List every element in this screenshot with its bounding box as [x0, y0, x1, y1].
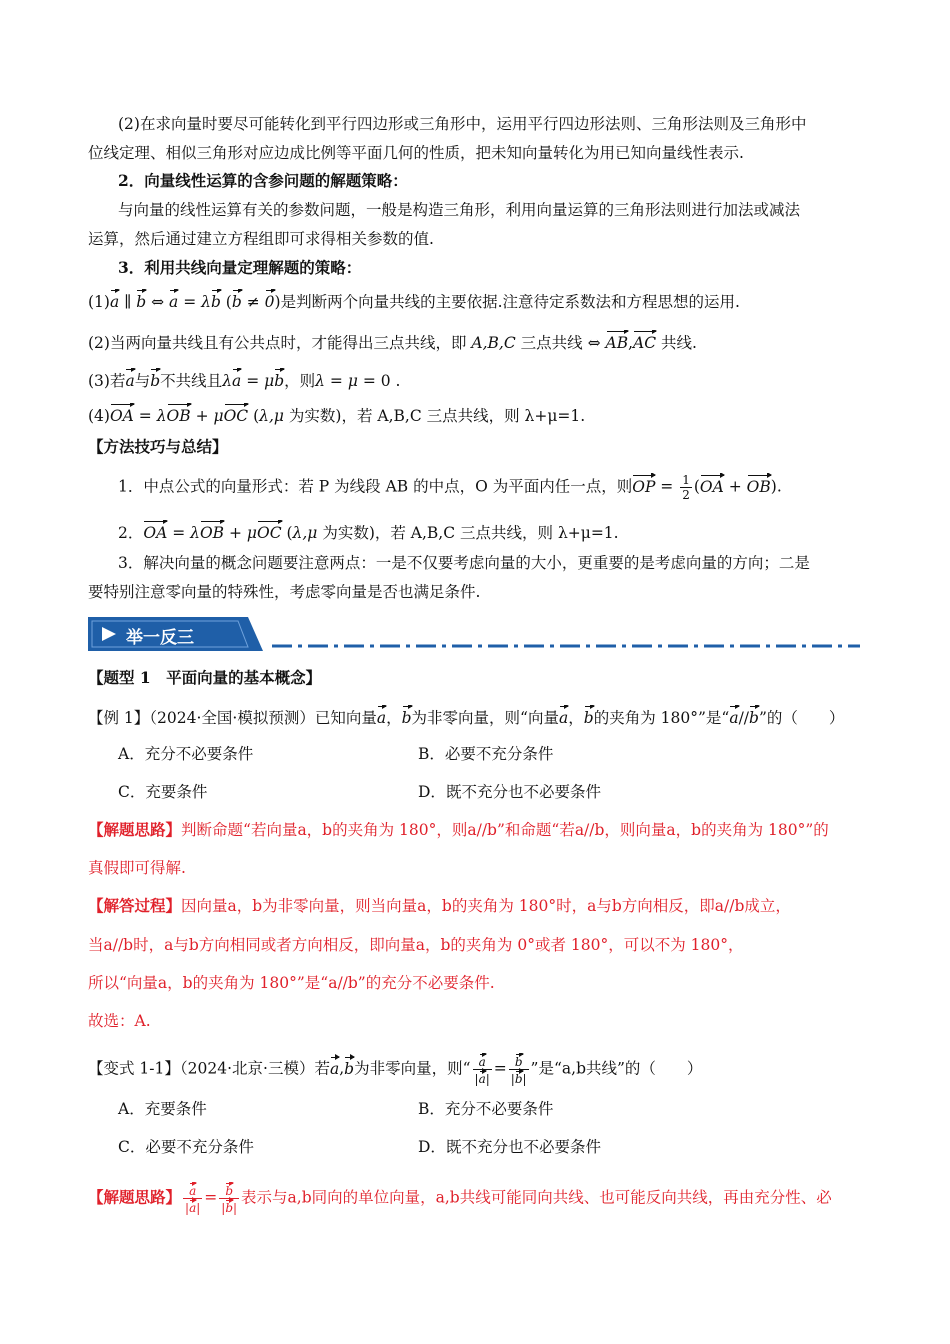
example1-tail1: 的夹角为 180°”是“ [593, 709, 730, 727]
strategy3-item2-text-c: 共线. [661, 334, 697, 352]
example1-tail2: ”的（ ） [758, 709, 845, 727]
variant1-option-d[interactable]: D．既不充分也不必要条件 [418, 1138, 601, 1156]
strategy3-item1-text: 是判断两个向量共线的主要依据.注意待定系数法和方程思想的运用. [280, 293, 740, 311]
fraction-unit-a: $\frac{a}{|a|}$ [474, 1055, 490, 1086]
topic1-heading: 【题型 1 平面向量的基本概念】 [88, 668, 322, 687]
example1-answer: 故选：A. [88, 1012, 151, 1030]
section-banner [88, 617, 263, 651]
strategy3-item3: (3)若a与b不共线且λa = μb，则λ = μ = 0 . [88, 368, 868, 392]
example1-prefix: 【例 1】（2024·全国·模拟预测）已知向量 [88, 709, 377, 727]
variant1-option-b[interactable]: B．充分不必要条件 [418, 1100, 554, 1118]
strategy2-line2: 运算，然后通过建立方程组即可求得相关参数的值. [88, 230, 434, 248]
variant1-idea: 【解题思路】 $\frac{a}{|a|}$ = $\frac{b}{|b|}$ 表示与a,b同向的单位向量，a,b共线可能同向共线、也可能反向共线，再由充分性、必 [88, 1184, 832, 1215]
variant1-mid: 为非零向量，则“ [354, 1059, 471, 1078]
strategy1-item2-line2: 位线定理、相似三角形对应边成比例等平面几何的性质，把未知向量转化为用已知向量线性表示. [88, 144, 744, 162]
example1-process-line1 [88, 895, 868, 917]
fraction-half: $\frac{1}{2}$ [682, 473, 690, 502]
strategy3-item3-text-c: 不共线且 [160, 372, 223, 390]
example1-option-c[interactable]: C．充要条件 [118, 783, 208, 801]
example1-process-line2: 当a//b时，a与b方向相同或者方向相反，即向量a，b的夹角为 0°或者 180°，可以不为 180°， [88, 936, 744, 954]
strategy3-heading: 3．利用共线向量定理解题的策略： [118, 258, 362, 277]
strategy2-heading: 2．向量线性运算的含参问题的解题策略： [118, 171, 408, 190]
fraction-unit-a-red: $\frac{a}{|a|}$ [185, 1184, 201, 1215]
strategy1-item2-line1: (2)在求向量时要尽可能转化到平行四边形或三角形中，运用平行四边形法则、三角形法则及三角形中 [118, 115, 807, 133]
variant1-idea-text: 表示与a,b同向的单位向量，a,b共线可能同向共线、也可能反向共线，再由充分性、必 [241, 1188, 832, 1207]
example1-idea-line2: 真假即可得解. [88, 859, 186, 877]
strategy3-item2: (2)当两向量共线且有公共点时，才能得出三点共线，即 A,B,C 三点共线 ⇔ AB,AC 共线. [88, 330, 868, 354]
example1-process-label: 【解答过程】 [88, 896, 182, 915]
example1-option-d[interactable]: D．既不充分也不必要条件 [418, 783, 601, 801]
formula-collinear: (1)a ∥ b ⇔ a = λb (b ≠ 0) [88, 293, 281, 311]
example1-process-line3: 所以“向量a，b的夹角为 180°”是“a//b”的充分不必要条件. [88, 974, 495, 992]
strategy3-item2-points: A,B,C [471, 334, 516, 352]
example1-option-b[interactable]: B．必要不充分条件 [418, 745, 554, 763]
methods-item3-line1: 3．解决向量的概念问题要注意两点：一是不仅要考虑向量的大小，更重要的是考虑向量的方向；二是 [118, 554, 810, 572]
example1-mid: 为非零向量，则“向量 [411, 709, 559, 727]
example1-idea-text: 判断命题“若向量a，b的夹角为 180°，则a//b”和命题“若a//b，则向量a，b的夹角为 180°”的 [181, 821, 829, 839]
strategy2-line1: 与向量的线性运算有关的参数问题，一般是构造三角形，利用向量运算的三角形法则进行加法或减法 [118, 201, 801, 219]
strategy3-item1 [88, 289, 868, 313]
strategy3-item3-text-b: 与 [134, 372, 151, 390]
strategy3-item2-text-a: (2)当两向量共线且有公共点时，才能得出三点共线，即 [88, 334, 467, 352]
example1-process-text: 因向量a，b为非零向量，则当向量a，b的夹角为 180°时，a与b方向相反，即a//b成立， [181, 897, 791, 915]
variant1-idea-label: 【解题思路】 [88, 1187, 182, 1207]
example1-question: 【例 1】（2024·全国·模拟预测）已知向量a，b为非零向量，则“向量a，b的夹角为 180°”是“a//b”的（ ） [88, 705, 868, 729]
fraction-unit-b-red: $\frac{b}{|b|}$ [221, 1184, 238, 1215]
methods-heading: 【方法技巧与总结】 [88, 437, 228, 456]
variant1-tail: ”是“a,b共线”的（ ） [530, 1059, 703, 1078]
methods-item1: 1．中点公式的向量形式：若 P 为线段 AB 的中点，O 为平面内任一点，则OP = $\frac{1}{2}$ (OA + OB). [118, 473, 782, 502]
strategy3-item3-text-d: ，则 [284, 372, 316, 390]
variant1-question: 【变式 1-1】（2024·北京·三模）若a,b为非零向量，则“ $\frac{a}{|a|}$ = $\frac{b}{|b|}$ ”是“a,b共线”的（ ） [88, 1055, 703, 1086]
variant1-prefix: 【变式 1-1】（2024·北京·三模）若 [88, 1059, 330, 1078]
example1-idea-label: 【解题思路】 [88, 820, 182, 839]
fraction-unit-b: $\frac{b}{|b|}$ [510, 1055, 527, 1086]
banner-dash-line [272, 644, 860, 648]
variant1-option-a[interactable]: A．充要条件 [118, 1100, 207, 1118]
strategy3-item4-text: 为实数)，若 A,B,C 三点共线，则 λ+μ=1. [288, 407, 586, 425]
strategy3-item3-text-a: (3)若 [88, 372, 126, 390]
variant1-option-c[interactable]: C．必要不充分条件 [118, 1138, 254, 1156]
methods-item3-line2: 要特别注意零向量的特殊性，考虑零向量是否也满足条件. [88, 583, 481, 601]
methods-item1-text: 1．中点公式的向量形式：若 P 为线段 AB 的中点，O 为平面内任一点，则 [118, 477, 633, 496]
example1-option-a[interactable]: A．充分不必要条件 [118, 745, 254, 763]
methods-item2: 2．OA = λOB + μOC (λ,μ 为实数)，若 A,B,C 三点共线，则 λ+μ=1. [118, 520, 868, 544]
strategy3-item4: (4)OA = λOB + μOC (λ,μ 为实数)，若 A,B,C 三点共线，则 λ+μ=1. [88, 403, 868, 427]
strategy3-item2-text-b: 三点共线 [520, 334, 583, 352]
methods-item2-text: 为实数)，若 A,B,C 三点共线，则 λ+μ=1. [322, 524, 619, 542]
example1-idea-line1 [88, 819, 868, 841]
banner-label: 举一反三 [126, 628, 194, 648]
